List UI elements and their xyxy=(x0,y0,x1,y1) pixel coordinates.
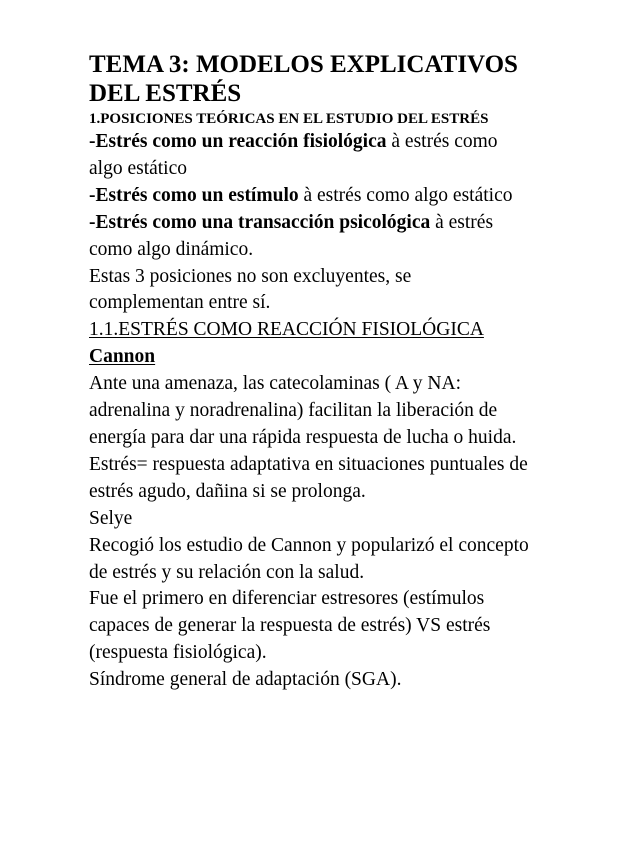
document-page xyxy=(89,50,529,694)
author-heading-cannon: Cannon xyxy=(89,346,156,368)
selye-paragraph: Síndrome general de adaptación (SGA). xyxy=(89,669,402,691)
position-description: à estrés como algo dinámico. xyxy=(89,211,494,260)
section-heading: 1.1.ESTRÉS COMO REACCIÓN FISIOLÓGICA xyxy=(89,319,484,341)
cannon-paragraph: Ante una amenaza, las catecolaminas ( A y NA: adrenalina y noradrenalina) facilitan la liberación de energía para dar una rápida respuesta de lucha o huida. xyxy=(89,373,517,448)
position-item xyxy=(89,210,529,264)
selye-paragraph: Fue el primero en diferenciar estresores (estímulos capaces de generar la respuesta de estrés) VS estrés (respuesta fisiológica). xyxy=(89,588,491,664)
position-label: -Estrés como un estímulo xyxy=(89,184,299,206)
cannon-definition: Estrés= respuesta adaptativa en situaciones puntuales de estrés agudo, dañina si se prolonga. xyxy=(89,453,528,502)
position-label: -Estrés como un reacción fisiológica xyxy=(89,131,387,152)
document-body xyxy=(89,129,529,694)
position-label: -Estrés como una transacción psicológica xyxy=(89,211,431,233)
position-item xyxy=(89,183,529,210)
position-item xyxy=(89,129,529,183)
author-heading-selye: Selye xyxy=(89,507,133,529)
section-subtitle: 1.POSICIONES TEÓRICAS EN EL ESTUDIO DEL ESTRÉS xyxy=(89,111,489,127)
selye-paragraph: Recogió los estudio de Cannon y popularizó el concepto de estrés y su relación con la salud. xyxy=(89,534,529,583)
position-description: à estrés como algo estático xyxy=(89,131,498,179)
document-title: TEMA 3: MODELOS EXPLICATIVOS DEL ESTRÉS xyxy=(89,51,518,107)
complement-paragraph: Estas 3 posiciones no son excluyentes, se complementan entre sí. xyxy=(89,265,412,314)
position-description: à estrés como algo estático xyxy=(298,184,513,206)
